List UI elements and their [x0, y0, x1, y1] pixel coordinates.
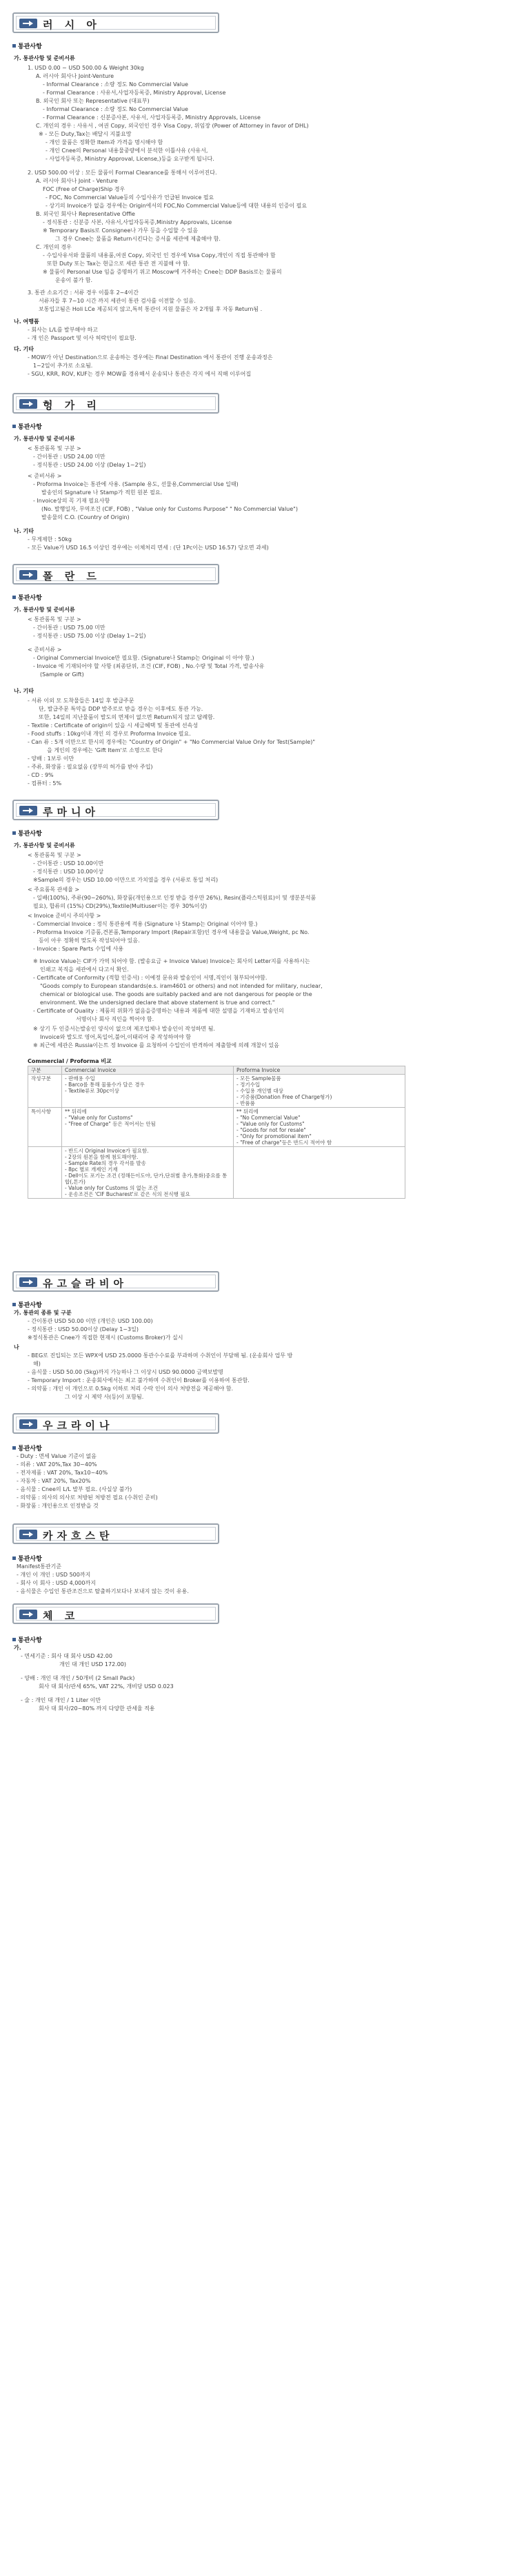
- country-title: 체 코: [43, 1610, 79, 1622]
- text-line: < 주요품목 관세율 >: [28, 886, 80, 893]
- table-header-cell: 구분: [28, 1066, 62, 1075]
- section-heading: 가. 통관사항 및 준비서류: [14, 607, 75, 613]
- text-line: 그 경우 Cnee는 물품을 Return시킨다는 증서를 세관에 제출해야 함.: [55, 236, 221, 242]
- section-label: [12, 1635, 42, 1644]
- text-line: Manifest통관기준: [17, 1563, 62, 1570]
- text-line: 3. 통관 소요기간 : 서류 경우 이틀후 2~4이간: [28, 290, 139, 296]
- text-line: - 정식통관 : USD 24.00 이상 (Delay 1~2일): [33, 462, 146, 468]
- text-line: 또한, 14일의 지난물품이 발도의 면제이 없으면 Return되지 않고 답례함.: [39, 714, 215, 720]
- text-line: - 의약품 : 의사의 의사로 처방된 처방전 필요 (수취인 준비): [17, 1494, 158, 1501]
- text-line: - Proforma Invoice 기증품,견본품,Temporary Import (Repair포함)인 경우에 내용물을 Value,Weight, pc No.: [33, 929, 310, 935]
- text-line: - 개인 물품은 정확한 Item과 가격을 명시해야 함: [46, 139, 163, 145]
- text-line: 필요), 합류의 (15%) CD(29%),Textile(Multiuser이는 경우 30%이상): [33, 903, 208, 909]
- text-line: - 상기의 Invoice가 없을 경우에는 Origin에서의 FOC,No Commercial Value등에 대한 내용의 인증이 필요: [46, 203, 308, 209]
- arrow-right-icon: [19, 19, 37, 28]
- table-cell: ** 뒤리에 - "No Commercial Value" - "Value only for Customs" - "Goods for not for resale" - "Only for promotional item" - "Free of charge"등은 반드시 적어야 함: [234, 1108, 405, 1147]
- table-cell: [28, 1147, 62, 1199]
- text-line: - BEG로 진입되는 모든 WPX에 USD 25.0000 통관수수료를 부과하며 수취인이 부담해 됨. (운송회사 업무 방: [28, 1352, 293, 1359]
- section-label-text: 통관사항: [18, 831, 42, 838]
- text-line: ※ Invoice Value는 CIF가 가역 되어야 함. (발송요금 + Invoice Value) Invoice는 회사의 Letter지를 사용하시는: [33, 958, 310, 964]
- text-line: - 수입사유서와 물품의 내용품,여권 Copy, 외국인 인 경우에 Visa Copy,개인이 직접 통관해야 함: [43, 252, 276, 258]
- text-line: - Textile : Certificate of origin이 있을 시 세금혜택 및 통관에 선속성: [28, 722, 199, 729]
- text-line: - 개인 Cnee의 Personal 내용물중량에서 분석한 이틀사유 (사유서,: [46, 148, 208, 154]
- text-line: - 전자제품 : VAT 20%, Tax10~40%: [17, 1470, 108, 1476]
- table-header-cell: Commercial Invoice: [62, 1066, 234, 1075]
- country-header: [12, 393, 219, 414]
- text-line: B. 외국인 회사나 Representative Offie: [36, 211, 135, 217]
- text-line: FOC (Free of Charge)Ship 경우: [43, 186, 125, 192]
- arrow-right-icon: [19, 1530, 37, 1539]
- text-line: 회사 대 회사/20~80% 까지 다양한 관세율 적용: [39, 1705, 155, 1712]
- bullet-square-icon: [12, 44, 16, 48]
- bullet-square-icon: [12, 596, 16, 599]
- section-label: [12, 41, 42, 50]
- text-line: - Informal Clearance : 소량 정도 No Commercial Value: [43, 81, 188, 88]
- section-label: [12, 422, 42, 431]
- text-line: - FOC, No Commercial Value등의 수입사유가 언급된 Invoice 필요: [46, 194, 214, 201]
- text-line: - 의약품 : 개인 이 개인으로 0.5kg 이하로 처리 수락 인이 의사 처방전을 제공해야 함.: [28, 1386, 233, 1392]
- arrow-right-icon: [19, 1419, 37, 1429]
- text-line: - 회사는 L/L를 발부해야 하고: [28, 327, 98, 333]
- text-line: - 자동차 : VAT 20%, Tax20%: [17, 1478, 91, 1484]
- text-line: C. 개인의 경우: [36, 244, 72, 250]
- country-title: 헝 가 리: [43, 399, 101, 412]
- text-line: - 간이통관 : USD 24.00 미만: [33, 454, 105, 460]
- text-line: - 정식통관 : USD 50.00이상 (Delay 1~3일): [28, 1326, 139, 1332]
- country-title: 우크라이나: [43, 1419, 114, 1432]
- text-line: - 사업자등록증, Ministry Approval, License,)등을 요구받게 됩니다.: [46, 156, 214, 162]
- text-line: ※ Temporary Basis로 Consignee나 가무 등을 수입할 수 있음: [43, 227, 199, 234]
- text-line: ※ 물품이 Personal Use 임을 증명하기 위고 Moscow에 거주하는 Cnee는 DDP Basis로는 물품의: [43, 269, 282, 275]
- section-heading: 가.: [14, 1645, 21, 1651]
- text-line: - 정식통관 : 신분증 사본, 사유서,사업자등록증,Ministry Approvals, License: [43, 219, 232, 225]
- text-line: < Invoice 준비시 주의사항 >: [28, 913, 101, 919]
- text-line: - Certificate of Quality : 제품의 위화가 없음을증명하는 내용과 제품에 대한 설명을 기재하고 발송인의: [33, 1008, 284, 1014]
- text-line: 그 이상 시 제약 사(등)이 포함됨.: [65, 1394, 144, 1400]
- text-line: - Formal Clearance : 신분증사본, 사유서, 사업자등록증, Ministry Approvals, License: [43, 114, 261, 121]
- country-header: [12, 1523, 219, 1544]
- text-line: - Certificate of Conformity (적합 인증서) : 이예정 문유와 발송인이 서명,직인이 첨부되어야함.: [33, 975, 268, 981]
- arrow-right-icon: [19, 1277, 37, 1287]
- text-line: 1. USD 0.00 ~ USD 500.00 & Weight 30kg: [28, 65, 144, 71]
- section-heading: 다. 기타: [14, 346, 34, 352]
- section-label-text: 통관사항: [18, 43, 42, 50]
- text-line: - Invoice : Spare Parts 수입에 사용: [33, 946, 124, 952]
- text-line: (No. 발행일자, 무역조건 (CIF, FOB) , "Value only for Customs Purpose" " No Commercial Value"): [41, 506, 298, 512]
- text-line: - 간이통관 : USD 75.00 미만: [33, 625, 105, 631]
- arrow-right-icon: [19, 570, 37, 580]
- country-header: [12, 1603, 219, 1624]
- text-line: - 정식통관 : USD 75.00 이상 (Delay 1~2일): [33, 633, 146, 639]
- table-cell: - 모든 Sample물품 - 정기수입 - 수입용 개인별 대상 - 기증품(Donation Free of Charge형가) - 반품품: [234, 1075, 405, 1108]
- table-cell: 특이사항: [28, 1108, 62, 1147]
- section-label: [12, 1554, 42, 1563]
- text-line: - SGU, KRR, ROV, KUF는 경우 MOW를 경유해서 운송되나 통관은 각지 에서 직해 이루어집: [28, 371, 252, 377]
- text-line: 발송물의 C.O. (Country of Origin): [41, 514, 130, 520]
- text-line: 또한 Duty 또는 Tax는 현금으로 세관 통관 전 지불해 야 함.: [47, 261, 190, 267]
- bullet-square-icon: [12, 1556, 16, 1560]
- section-label-text: 통관사항: [18, 1302, 42, 1309]
- text-line: - Invoice상의 꼭 기재 필요사항: [33, 498, 110, 504]
- table-header-cell: Proforma Invoice: [234, 1066, 405, 1075]
- section-label-text: 통관사항: [18, 424, 42, 431]
- text-line: A. 러시아 회사나 Joint-Venture: [36, 73, 114, 79]
- text-line: - 일배(100%), 주류(90~260%), 화장품(개인용으로 인정 받을 경우만 26%), Resin(플라스틱원료)이 및 생분분석품: [33, 895, 316, 901]
- text-line: - 정식통관 : USD 10.00이상: [33, 869, 104, 875]
- text-line: environment. We the undersigned declare that above statement is true and correct.": [40, 1000, 275, 1006]
- text-line: 회사 대 회사/관세 65%, VAT 22%, 개비당 USD 0.023: [39, 1683, 174, 1690]
- table-cell: ** 뒤리에 - "Value only for Customs" - "Free of Charge" 등은 적어서는 안됨: [62, 1108, 234, 1147]
- bullet-square-icon: [12, 1446, 16, 1450]
- text-line: - 양배 : 개인 대 개인 / 50개비 (2 Small Pack): [21, 1675, 135, 1681]
- text-line: C. 개인의 경우 : 사유서 , 여권 Copy, 외국인인 경우 Visa Copy, 위임장 (Power of Attorney in favor of DHL): [36, 123, 309, 129]
- text-line: - Duty : 면세 Value 기준이 없음: [17, 1453, 97, 1459]
- text-line: 단, 발급주문 특약을 DDP 발주로로 받을 경우는 이후에도 통관 가능.: [39, 706, 203, 712]
- text-line: ※정식통관은 Cnee가 직접한 현재시 (Customs Broker)가 실시: [28, 1335, 183, 1341]
- section-label-text: 통관사항: [18, 595, 42, 602]
- text-line: < 준비서류 >: [28, 473, 62, 479]
- section-heading: 나. 여행품: [14, 318, 39, 325]
- section-heading: 가. 통관의 종류 및 구분: [14, 1310, 72, 1316]
- text-line: ※ - 모든 Duty,Tax는 배달시 지불요망: [39, 131, 132, 137]
- text-line: - Formal Clearance : 사유서,사업자등록증, Ministry Approval, License: [43, 90, 226, 96]
- country-header: [12, 800, 219, 820]
- country-title: 유고슬라비아: [43, 1277, 128, 1290]
- country-header: [12, 12, 219, 33]
- comparison-table-title: Commercial / Proforma 비교: [28, 1058, 112, 1064]
- text-line: - 음식물 : USD 50.00 (5kg)까지 가능하나 그 이상시 USD 90.0000 금액보발명: [28, 1369, 223, 1375]
- section-heading: 나. 기타: [14, 528, 34, 534]
- text-line: - 음식물은 수입인 통관조건으로 탈출하기보다나 보내지 않는 것이 유용.: [17, 1588, 189, 1594]
- section-label: [12, 1443, 42, 1452]
- text-line: - Proforma Invoice는 통관에 사용. (Sample 용도, 선물용,Commercial Use 일때): [33, 481, 239, 487]
- text-line: 서류자들 후 7~10 시간 까지 세관이 통관 검사를 이전할 수 있음.: [39, 298, 196, 304]
- text-line: - 면세기준 : 회사 대 회사 USD 42.00: [21, 1653, 112, 1659]
- text-line: < 통관품목 및 구분 >: [28, 852, 81, 858]
- text-line: ※ 최근에 세관은 Russia이는트 정 Invoice 를 요청하여 수입인이 반격하여 제출함에 의례 개찰이 있음: [33, 1042, 279, 1048]
- section-label: [12, 829, 42, 838]
- text-line: - Food stuffs : 10kg이내 개인 의 경우로 Proforma Invoice 필요.: [28, 731, 191, 737]
- section-heading: 가. 통관사항 및 준비서류: [14, 436, 75, 442]
- text-line: 등이 아우 정확히 맞도록 작성되어야 있음.: [39, 937, 140, 944]
- section-label-text: 통관사항: [18, 1446, 42, 1452]
- text-line: - 술 : 개인 대 개인 / 1 Liter 이만: [21, 1697, 101, 1703]
- text-line: - 무게제한 : 50kg: [28, 536, 72, 542]
- section-heading: 나. 기타: [14, 688, 34, 694]
- text-line: - 화장품 : 개인용으로 인정받을 것: [17, 1503, 99, 1509]
- text-line: - Original Commercial Invoice만 필요함. (Signature나 Stamp는 Original 이 아야 함.): [33, 655, 254, 661]
- text-line: 개인 대 개인 USD 172.00): [59, 1661, 127, 1667]
- section-label: [12, 593, 42, 602]
- text-line: < 통관품목 및 구분 >: [28, 445, 81, 452]
- table-cell: - 반드시 Original Invoice가 필요함. - 2장의 원본을 함께 첨도해야함. - Sample Rate의 경우 각서를 발송 - 8pc 별로 개제인 기재 - Dell이도 포기는 조건 (정해든이도야, 단가,단위별 총가,통화)중요를 통합(,톤가) - Value only for Customs 의 없는 조건 - 운송조건은 'CIF Bucharest'로 같은 식의 전식행 필요: [62, 1147, 234, 1199]
- country-title: 폴 란 드: [43, 570, 101, 582]
- table-cell: [234, 1147, 405, 1199]
- text-line: 발송인의 Signature 나 Stamp가 적힌 원본 필요.: [41, 489, 163, 496]
- section-label: [12, 1300, 42, 1309]
- text-line: Invoice와 발도로 영어,독일어,불어,이태리어 중 작성하여야 함: [40, 1034, 191, 1040]
- text-line: < 준비서류 >: [28, 647, 62, 653]
- table-row: [28, 1108, 405, 1147]
- text-line: 을 게인의 경우에는 'Gift Item'로 소명으로 한다: [47, 747, 163, 753]
- text-line: B. 외국인 회사 또는 Representative (대표부): [36, 98, 150, 104]
- country-header: [12, 564, 219, 585]
- bullet-square-icon: [12, 1303, 16, 1306]
- text-line: < 통관품목 및 구분 >: [28, 616, 81, 622]
- text-line: - 음식물 : Cnee의 L/L 발부 필요. (사실상 불가): [17, 1486, 132, 1492]
- country-header: [12, 1413, 219, 1434]
- text-line: "Goods comply to European standards(e.s. iram4601 or others) and not intended for military, nuclear,: [40, 983, 323, 989]
- country-title: 카자흐스탄: [43, 1530, 114, 1542]
- text-line: - 양배 : 1보루 이만: [28, 755, 74, 762]
- text-line: ※ 상기 두 인증서는발송인 양식이 없으며 제조업체나 발송인이 작성하면 됨.: [33, 1026, 215, 1032]
- text-line: - Commercial Invoice : 정식 통관용에 적용 (Signature 나 Stamp는 Original 이어야 함.): [33, 921, 258, 927]
- arrow-right-icon: [19, 1610, 37, 1619]
- section-heading: 나: [14, 1344, 19, 1350]
- table-row: [28, 1075, 405, 1108]
- bullet-square-icon: [12, 831, 16, 835]
- text-line: - 개인 이 개인 : USD 500까지: [17, 1572, 91, 1578]
- text-line: chemical or biological use. The goods are suitably packed and are not dangerous for people or the: [40, 991, 312, 997]
- text-line: 2. USD 500.00 이상 : 모든 물품이 Formal Clearance를 통해서 이루어진다.: [28, 170, 217, 176]
- text-line: - Can 류 : 5개 이만으로 한시의 경우에는 "Country of Origin" + "No Commercial Value Only for Test(Sample)": [28, 739, 316, 745]
- text-line: - 개 인은 Passport 및 이사 허락인이 필요함.: [28, 335, 137, 341]
- text-line: (Sample or Gift): [40, 671, 84, 678]
- text-line: ※Sample의 경우는 USD 10.00 이만으로 가치였을 경우 (서류로 통일 처리): [33, 877, 219, 883]
- text-line: - Temporary Import : 운송회사에서는 최고 불가하며 수취인이 Broker를 이용하여 통관함.: [28, 1377, 250, 1383]
- text-line: 운송이 불가 함.: [55, 277, 92, 283]
- text-line: - 간이통관 USD 50.00 이만 (개인은 USD 100.00): [28, 1318, 153, 1324]
- section-label-text: 통관사항: [18, 1556, 42, 1563]
- text-line: 인쇄고 복직을 세관에서 다고서 확인.: [40, 966, 129, 973]
- text-line: - Invoice 에 기재되어야 할 사항 (최종단위, 조건 (CIF, FOB) , No.수량 및 Total 가격, 발송사유: [33, 663, 265, 669]
- text-line: 서명이나 회사 직인을 찍어야 함.: [76, 1016, 154, 1022]
- table-cell: - 판매용 수입 - Barco를 통해 물품수가 달은 경우 - Textile류로 30pc이상: [62, 1075, 234, 1108]
- country-title: 루마니아: [43, 806, 99, 818]
- text-line: - 회사 이 회사 : USD 4,000까지: [17, 1580, 96, 1586]
- text-line: - CD : 9%: [28, 772, 54, 778]
- table-cell: 작성구분: [28, 1075, 62, 1108]
- text-line: - MOW가 아닌 Destination으로 운송하는 경우에는 Final Destination 에서 통관이 진행 운송과정은: [28, 354, 273, 361]
- text-line: 보통입고됨은 Holi LCe 제공되지 않고,특히 통관이 지원 물품은 자 2개월 후 자동 Return됨 .: [39, 306, 263, 312]
- text-line: - 서류 이외 모 도착물들은 14일 후 발급주문: [28, 698, 134, 704]
- arrow-right-icon: [19, 399, 37, 409]
- text-line: 해): [33, 1361, 41, 1367]
- table-header-row: [28, 1066, 405, 1075]
- text-line: 1~2일이 추가로 소요됨.: [33, 363, 93, 369]
- section-label-text: 통관사항: [18, 1637, 42, 1644]
- text-line: - 컴퓨터 : 5%: [28, 780, 62, 787]
- bullet-square-icon: [12, 1638, 16, 1641]
- arrow-right-icon: [19, 806, 37, 815]
- text-line: - 모든 Value가 USD 16.5 이상인 경우에는 이체처리 면세 : (단 1Pc이는 USD 16.57) 당오면 과세): [28, 545, 269, 551]
- text-line: - 의류 : VAT 20%,Tax 30~40%: [17, 1461, 97, 1468]
- comparison-table: [28, 1066, 405, 1199]
- bullet-square-icon: [12, 425, 16, 428]
- text-line: - Informal Clearance : 소량 정도 No Commercial Value: [43, 106, 188, 112]
- country-header: [12, 1271, 219, 1292]
- text-line: - 간이통관 : USD 10.00이만: [33, 860, 104, 866]
- table-row: [28, 1147, 405, 1199]
- country-title: 러 시 아: [43, 19, 101, 31]
- text-line: A. 러시아 회사나 Joint - Venture: [36, 178, 118, 184]
- section-heading: 가. 통관사항 및 준비서류: [14, 842, 75, 849]
- section-heading: 가. 통관사항 및 준비서류: [14, 55, 75, 61]
- text-line: - 주류, 화장품 : 필요없음 (장부의 허가를 받아 주입): [28, 764, 153, 770]
